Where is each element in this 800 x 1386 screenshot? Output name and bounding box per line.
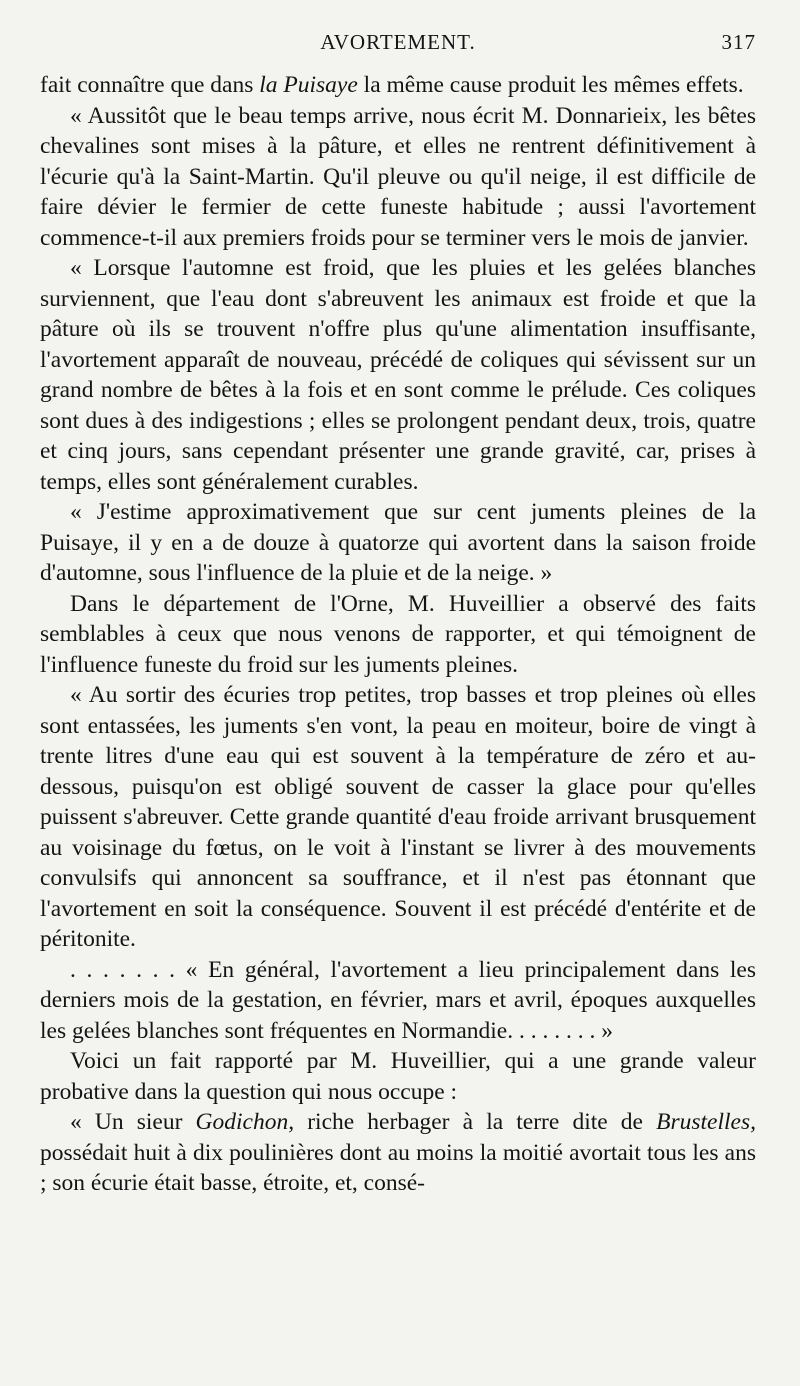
paragraph-9	[40, 1107, 756, 1199]
body-text	[40, 70, 756, 1199]
paragraph-8: Voici un fait rapporté par M. Huveillier, qui a une grande valeur probative dans la question qui nous occupe :	[40, 1048, 756, 1105]
place-name-italic: la Puisaye	[259, 72, 358, 98]
paragraph-9-part-a: « Un sieur	[70, 1109, 196, 1135]
paragraph-9-part-e: possédait huit à dix poulinières dont au moins la moitié avortait tous les ans ; son écurie était basse, étroite, et, consé-	[40, 1139, 756, 1196]
page-header	[40, 30, 756, 70]
paragraph-2: « Aussitôt que le beau temps arrive, nous écrit M. Donnarieix, les bêtes chevalines sont mises à la pâture, et elles ne rentrent définitivement à l'écurie qu'à la Saint-Martin. Qu'il pleuve ou qu'il neige, il est difficile de faire dévier le fermier de cette funeste habitude ; aussi l'avortement commence-t-il aux premiers froids pour se terminer vers le mois de janvier.	[40, 102, 756, 251]
paragraph-1	[40, 70, 756, 101]
person-name-italic: Godichon,	[195, 1109, 295, 1135]
place-name-italic-2: Brustelles,	[656, 1109, 756, 1135]
page-number: 317	[721, 30, 756, 54]
paragraph-1-part-a: fait connaître que dans	[40, 72, 260, 98]
paragraph-4: « J'estime approximativement que sur cent juments pleines de la Puisaye, il y en a de douze à quatorze qui avortent dans la saison froide d'automne, sous l'influence de la pluie et de la neige. »	[40, 499, 756, 586]
paragraph-7: . . . . . . . « En général, l'avortement a lieu principalement dans les derniers mois de la gestation, en février, mars et avril, époques auxquelles les gelées blanches sont fréquentes en Normandie. . . . . . . . »	[40, 956, 756, 1044]
paragraph-3: « Lorsque l'automne est froid, que les pluies et les gelées blanches surviennent, que l'eau dont s'abreuvent les animaux est froide et que la pâture où ils se trouvent n'offre plus qu'une alimentation insuffisante, l'avortement apparaît de nouveau, précédé de coliques qui sévissent sur un grand nombre de bêtes à la fois et en sont comme le prélude. Ces coliques sont dues à des indigestions ; elles se prolongent pendant deux, trois, quatre et cinq jours, sans cependant présenter une grande gravité, car, prises à temps, elles sont généralement curables.	[40, 255, 756, 495]
paragraph-5: Dans le département de l'Orne, M. Huveillier a observé des faits semblables à ceux que nous venons de rapporter, et qui témoignent de l'influence funeste du froid sur les juments pleines.	[40, 590, 756, 678]
paragraph-1-part-c: la même cause produit les mêmes effets.	[357, 72, 744, 98]
paragraph-9-part-c: riche herbager à la terre dite de	[294, 1109, 657, 1135]
paragraph-6: « Au sortir des écuries trop petites, trop basses et trop pleines où elles sont entassées, les juments s'en vont, la peau en moiteur, boire de vingt à trente litres d'une eau qui est souvent à la température de zéro et au-dessous, puisqu'on est obligé souvent de casser la glace pour qu'elles puissent s'abreuver. Cette grande quantité d'eau froide arrivant brusquement au voisinage du fœtus, on le voit à l'instant se livrer à des mouvements convulsifs qui annoncent sa souffrance, et il n'est pas étonnant que l'avortement en soit la conséquence. Souvent il est précédé d'entérite et de péritonite.	[40, 682, 756, 952]
running-title: AVORTEMENT.	[320, 30, 476, 54]
